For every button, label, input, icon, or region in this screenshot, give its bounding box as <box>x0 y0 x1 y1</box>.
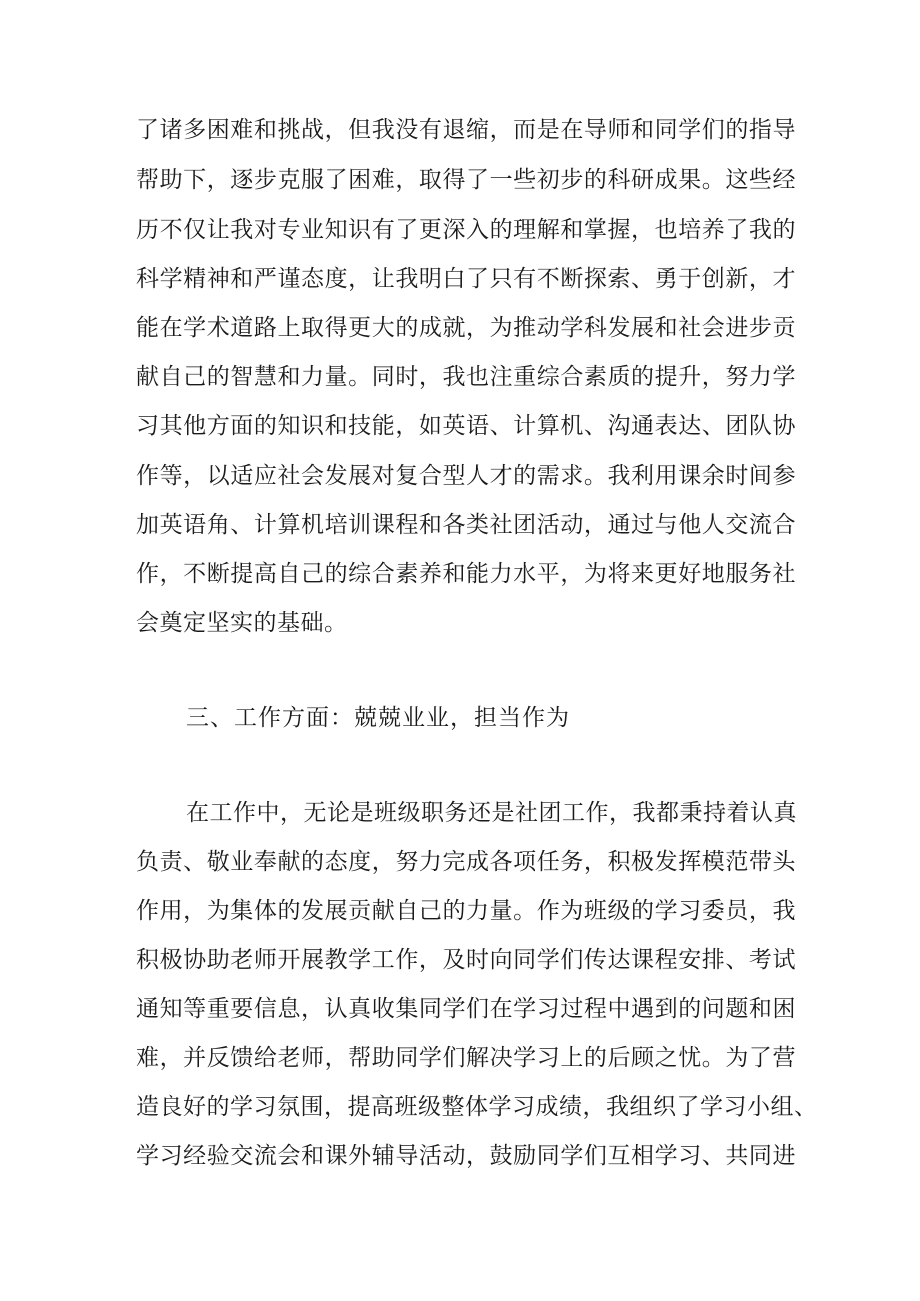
paragraph-line: 历不仅让我对专业知识有了更深入的理解和掌握，也培养了我的 <box>136 217 796 243</box>
paragraph-line: 帮助下，逐步克服了困难，取得了一些初步的科研成果。这些经 <box>136 167 796 193</box>
paragraph-line: 会奠定坚实的基础。 <box>136 610 348 636</box>
paragraph-line: 加英语角、计算机培训课程和各类社团活动，通过与他人交流合 <box>136 512 796 538</box>
paragraph-line: 通知等重要信息，认真收集同学们在学习过程中遇到的问题和困 <box>136 996 796 1022</box>
paragraph-line: 作用，为集体的发展贡献自己的力量。作为班级的学习委员，我 <box>136 898 796 924</box>
paragraph-line: 作，不断提高自己的综合素养和能力水平，为将来更好地服务社 <box>136 561 796 587</box>
paragraph-line: 作等，以适应社会发展对复合型人才的需求。我利用课余时间参 <box>136 463 796 489</box>
paragraph-line: 负责、敬业奉献的态度，努力完成各项任务，积极发挥模范带头 <box>136 849 796 875</box>
paragraph-line: 积极协助老师开展教学工作，及时向同学们传达课程安排、考试 <box>136 947 796 973</box>
paragraph-line: 难，并反馈给老师，帮助同学们解决学习上的后顾之忧。为了营 <box>136 1045 796 1071</box>
paragraph-line: 习其他方面的知识和技能，如英语、计算机、沟通表达、团队协 <box>136 413 796 439</box>
paragraph-line: 学习经验交流会和课外辅导活动，鼓励同学们互相学习、共同进 <box>136 1143 796 1169</box>
paragraph-line: 科学精神和严谨态度，让我明白了只有不断探索、勇于创新，才 <box>136 266 796 292</box>
paragraph-line: 在工作中，无论是班级职务还是社团工作，我都秉持着认真 <box>186 800 797 826</box>
section-heading: 三、工作方面：兢兢业业，担当作为 <box>186 705 570 731</box>
paragraph-line: 献自己的智慧和力量。同时，我也注重综合素质的提升，努力学 <box>136 364 796 390</box>
paragraph-line: 造良好的学习氛围，提高班级整体学习成绩，我组织了学习小组、 <box>136 1094 818 1120</box>
paragraph-line: 能在学术道路上取得更大的成就，为推动学科发展和社会进步贡 <box>136 315 796 341</box>
paragraph-line: 了诸多困难和挑战，但我没有退缩，而是在导师和同学们的指导 <box>136 117 796 143</box>
